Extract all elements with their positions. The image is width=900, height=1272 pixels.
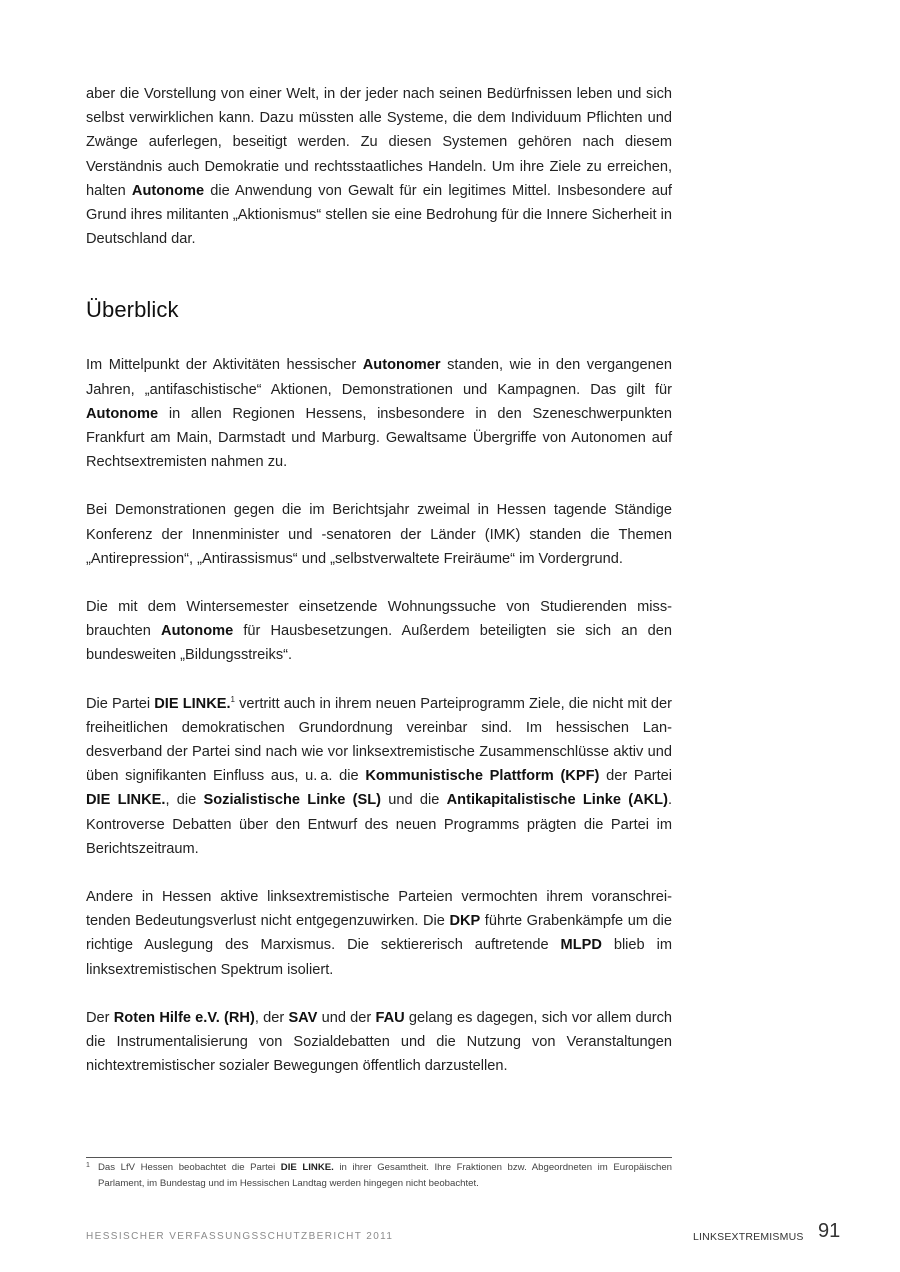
text-run: Bei Demonstrationen gegen die im Berichtsjahr zweimal in Hessen tagende Ständige Konferenz der Innenminister und -senatoren der Länder (IMK) standen die Themen „Antirepression“, „Antirassismus“ und „selbstverwaltete Freiräume“ im Vordergrund. [86, 502, 672, 567]
emphasized-term: Autonome [86, 405, 159, 422]
emphasized-term: Roten Hilfe e.V. (RH) [113, 1009, 255, 1026]
text-run: Das LfV Hessen beobachtet die Partei [98, 1162, 281, 1173]
emphasized-term: Autonomer [362, 357, 441, 374]
text-run: . Kontroverse Debatten über den Entwurf des neuen Programms prägten die Partei im Berichtszeitraum. [86, 792, 673, 857]
text-run: , die [165, 792, 204, 809]
emphasized-term: FAU [375, 1009, 405, 1026]
emphasized-term: Autonome [131, 182, 205, 199]
page-body [86, 82, 672, 1103]
footnote-number: 1 [86, 1162, 90, 1169]
page-number: 91 [818, 1220, 841, 1242]
text-run: und der [317, 1009, 376, 1026]
text-run: Die mit dem Wintersemester einsetzende Wohnungssuche von Studierenden missbrauchten [86, 599, 672, 640]
text-run: in allen Regionen Hessens, insbesondere in den Szeneschwerpunkten Frankfurt am Main, Darmstadt und Marburg. Gewaltsame Übergriffe von Autonomen auf Rechtsextremisten nahmen zu. [86, 405, 672, 471]
footnote [86, 1160, 672, 1191]
intro-paragraphs [86, 82, 672, 251]
section-heading: Überblick [86, 297, 179, 323]
text-run: die Anwendung von Gewalt für ein legitimes Mittel. Insbesondere auf Grund ihres militanten „Aktionismus“ stellen sie eine Bedrohung für die Innere Sicherheit in Deutschland dar. [86, 182, 672, 248]
text-run: , der [254, 1009, 289, 1026]
emphasized-term: SAV [288, 1009, 318, 1026]
emphasized-term: Kommunistische Plattform (KPF) [365, 768, 600, 785]
emphasized-term: DIE LINKE. [86, 792, 166, 809]
footer-publication-title: HESSISCHER VERFASSUNGSSCHUTZBERICHT 2011 [86, 1231, 394, 1242]
text-run: Andere in Hessen aktive linksextremistische Parteien vermochten ihrem voranschreitenden Bedeutungsverlust nicht entgegenzuwirken. Die [86, 889, 672, 930]
paragraph [86, 692, 672, 861]
text-run: gelang es dagegen, sich vor allem durch die Instrumentalisierung von Sozialdebatten und die Nutzung von Veranstaltungen nichtextremistischer sozialer Bewegungen öffentlich darzustellen. [86, 1009, 672, 1075]
paragraph [86, 353, 672, 474]
paragraph [86, 1006, 672, 1079]
text-run: Die Partei [86, 695, 155, 712]
text-run: führte Grabenkämpfe um die richtige Auslegung des Marxismus. Die sektiererisch auftretende [86, 913, 672, 954]
footnote-text [86, 1160, 672, 1191]
footnote-ref: 1 [230, 694, 235, 704]
text-run: vertritt auch in ihrem neuen Parteiprogramm Ziele, die nicht mit der freiheitlichen demokratischen Grundordnung vereinbar sind. Im hessischen Landesverband der Partei sind nach wie vor linksextremistische Zusammenschlüsse aktiv und üben signifikanten Einfluss aus, u. a. die [86, 695, 672, 785]
emphasized-term: DIE LINKE. [280, 1162, 334, 1173]
paragraph [86, 498, 672, 571]
emphasized-term: Antikapitalistische Linke (AKL) [446, 792, 668, 809]
paragraph [86, 885, 672, 982]
text-run: und die [381, 792, 447, 809]
text-run: der Partei [599, 768, 673, 785]
paragraph [86, 595, 672, 668]
text-run: in ihrer Gesamtheit. Ihre Fraktionen bzw. Abgeordneten im Europäischen Parlament, im Bundestag und im Hessischen Landtag werden hingegen nicht beobachtet. [98, 1162, 673, 1189]
text-run: aber die Vorstellung von einer Welt, in der jeder nach seinen Bedürfnissen leben und sich selbst verwirklichen kann. Dazu müssten alle Systeme, die dem Individuum Pflichten und Zwänge auferlegen, beseitigt werden. Zu diesen Systemen gehören nach diesem Verständnis auch Demokratie und rechtsstaatliches Handeln. Um ihre Ziele zu erreichen, halten [86, 86, 672, 199]
emphasized-term: Autonome [161, 623, 234, 640]
paragraph [86, 82, 672, 251]
text-run: blieb im linksextremistischen Spektrum isoliert. [86, 937, 672, 978]
emphasized-term: MLPD [560, 937, 602, 954]
section-paragraphs [86, 353, 672, 1078]
footer-section-name: LINKSEXTREMISMUS [693, 1231, 804, 1243]
emphasized-term: Sozialistische Linke (SL) [203, 792, 382, 809]
text-run: Im Mittelpunkt der Aktivitäten hessischer [86, 357, 363, 374]
text-run: standen, wie in den vergangenen Jahren, „antifaschistische“ Aktionen, Demonstrationen und Kampagnen. Das gilt für [86, 357, 672, 398]
text-run: für Hausbesetzungen. Außerdem beteiligten sie sich an den bundesweiten „Bildungsstreiks“. [86, 623, 673, 664]
footnote-divider [86, 1157, 672, 1158]
emphasized-term: DKP [449, 913, 481, 930]
emphasized-term: DIE LINKE. [154, 695, 231, 712]
text-run: Der [86, 1009, 114, 1026]
